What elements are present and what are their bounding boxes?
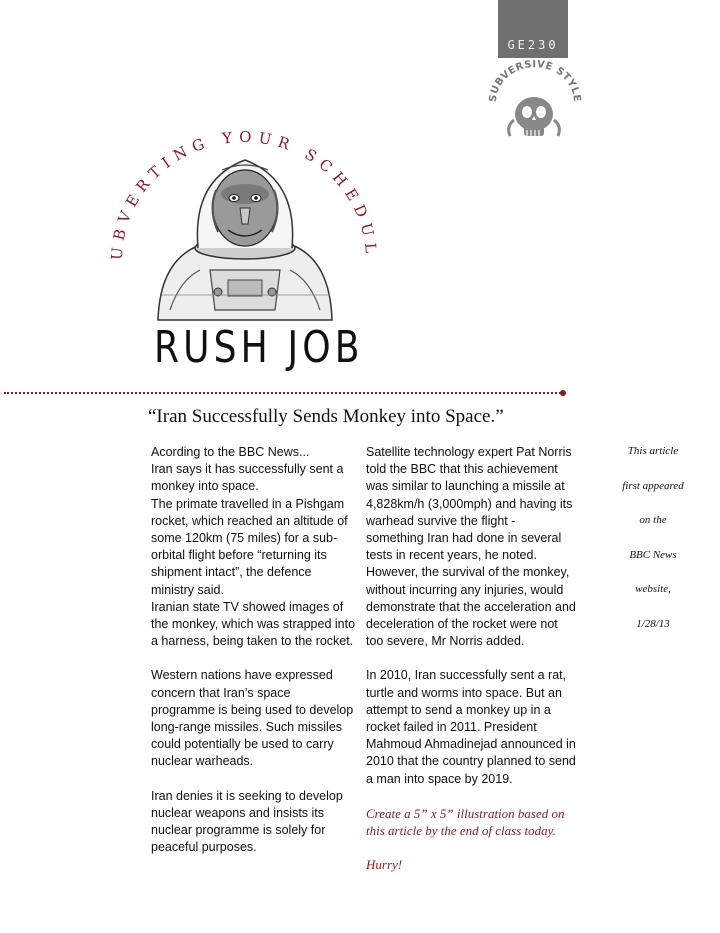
left-paragraph: Iran denies it is seeking to develop nuclear weapons and insists its nuclear programme is solely for peaceful purposes.	[151, 788, 343, 855]
skull-logo-icon	[486, 60, 582, 146]
source-note-line: on the	[639, 514, 667, 526]
dotted-divider	[4, 392, 564, 394]
page-title: RUSH JOB	[154, 322, 364, 373]
left-paragraph: Iran says it has successfully sent a monkey into space.	[151, 462, 344, 494]
source-note-line: 1/28/13	[636, 617, 670, 630]
source-note-line: first appeared	[622, 479, 684, 492]
svg-text:SUBVERSIVE STYLE	[488, 60, 582, 103]
assignment-text: Create a 5” x 5” illustration based on this article by the end of class today.	[366, 805, 565, 838]
right-paragraph: In 2010, Iran successfully sent a rat, turtle and worms into space. But an attempt to send a monkey up in a rocket failed in 2011. President Mahmoud Ahmadinejad announced in 2010 that the country planned to send a man into space by 2019.	[366, 668, 576, 786]
hurry-text: Hurry!	[366, 856, 403, 872]
logo-text: SUBVERSIVE STYLE	[487, 60, 582, 103]
right-paragraph: Satellite technology expert Pat Norris told the BBC that this achievement was similar to launching a missile at 4,828km/h (3,000mph) and having its warhead survive the flight - something Iran had done in several tests in recent years, he noted.	[366, 445, 573, 563]
left-paragraph: Iranian state TV showed images of the monkey, which was strapped into a harness, being taken to the rocket.	[151, 599, 356, 649]
course-code-tab	[498, 0, 568, 58]
arc-title: UBVERTING YOUR SCHEDUL	[107, 127, 381, 261]
left-paragraph: Western nations have expressed concern that Iran’s space programme is being used to develop long-range missiles. Such missiles could potentially be used to carry nuclear warheads.	[151, 668, 354, 769]
course-code: GE230	[507, 38, 559, 52]
right-paragraph: However, the survival of the monkey, without incurring any injuries, would demonstrate that the acceleration and deceleration of the rocket were not too severe, Mr Norris added.	[366, 565, 576, 649]
source-note	[608, 444, 698, 651]
astronaut-monkey-illustration	[100, 120, 390, 340]
article-headline: “Iran Successfully Sends Monkey into Space.”	[148, 406, 504, 427]
article-left-column	[151, 444, 356, 856]
article-right-column	[366, 444, 576, 873]
source-note-line: website,	[635, 583, 671, 595]
left-paragraph: The primate travelled in a Pishgam rocket, which reached an altitude of some 120km (75 miles) for a sub-orbital flight before “returning its shipment intact”, the defence ministry said.	[151, 496, 348, 597]
divider-end-dot	[560, 390, 566, 396]
source-note-line: BBC News	[629, 548, 677, 561]
source-note-line: This article	[627, 445, 679, 457]
left-paragraph: Acording to the BBC News...	[151, 445, 310, 459]
